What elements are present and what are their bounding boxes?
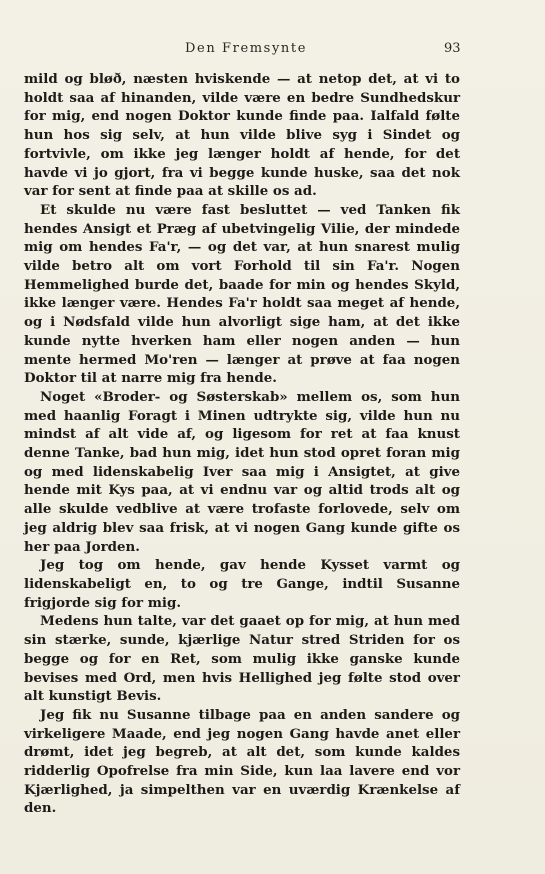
paragraph: Jeg fik nu Susanne tilbage paa en anden sandere og virkeligere Maade, end jeg nogen Gang havde anet eller drømt, idet jeg begreb, at alt det, som kunde kaldes ridderlig Opofrelse fra min Side, kun laa lavere end vor Kjærlighed, ja simpelthen var en uværdig Krænkelse af den. xyxy=(24,706,460,817)
paragraph: Et skulde nu være fast besluttet — ved Tanken fik hendes Ansigt et Præg af ubetvingelig Vilie, der mindede mig om hendes Fa'r, — og det var, at hun snarest mulig vilde betro alt om vort Forhold til sin Fa'r. Nogen Hemmelighed burde det, baade for min og hendes Skyld, ikke længer være. Hendes Fa'r holdt saa meget af hende, og i Nødsfald vilde hun alvorligt sige ham, at det ikke kunde nytte hverken ham eller nogen anden — hun mente hermed Mo'ren — længer at prøve at faa nogen Doktor til at narre mig fra hende. xyxy=(24,201,460,387)
paragraph: Noget «Broder- og Søsterskab» mellem os, som hun med haanlig Foragt i Minen udtrykte sig, vilde hun nu mindst af alt vide af, og ligesom for ret at faa knust denne Tanke, bad hun mig, idet hun stod opret foran mig og med lidenskabelig Iver saa mig i Ansigtet, at give hende mit Kys paa, at vi endnu var og altid trods alt og alle skulde vedblive at være trofaste forlovede, selv om jeg aldrig blev saa frisk, at vi nogen Gang kunde gifte os her paa Jorden. xyxy=(24,388,460,555)
page-number: 93 xyxy=(444,41,461,56)
body-text xyxy=(24,70,460,818)
paragraph: Jeg tog om hende, gav hende Kysset varmt og lidenskabeligt en, to og tre Gange, indtil Susanne frigjorde sig for mig. xyxy=(24,557,460,611)
paragraph: Medens hun talte, var det gaaet op for mig, at hun med sin stærke, sunde, kjærlige Natur stred Striden for os begge og for en Ret, som mulig ikke ganske kunde bevises med Ord, men hvis Hellighed jeg følte stod over alt kunstigt Bevis. xyxy=(24,613,460,705)
running-title: Den Fremsynte xyxy=(185,41,307,56)
paragraph-continuation: mild og bløð, næsten hviskende — at netop det, at vi to holdt saa af hinanden, vilde være en bedre Sundhedskur for mig, end nogen Doktor kunde finde paa. Ialfald følte hun hos sig selv, at hun vilde blive syg i Sindet og fortvivle, om ikke jeg længer holdt af hende, for det havde vi jo gjort, fra vi begge kunde huske, saa det nok var for sent at finde paa at skille os ad. xyxy=(24,71,460,200)
running-head xyxy=(0,41,545,61)
